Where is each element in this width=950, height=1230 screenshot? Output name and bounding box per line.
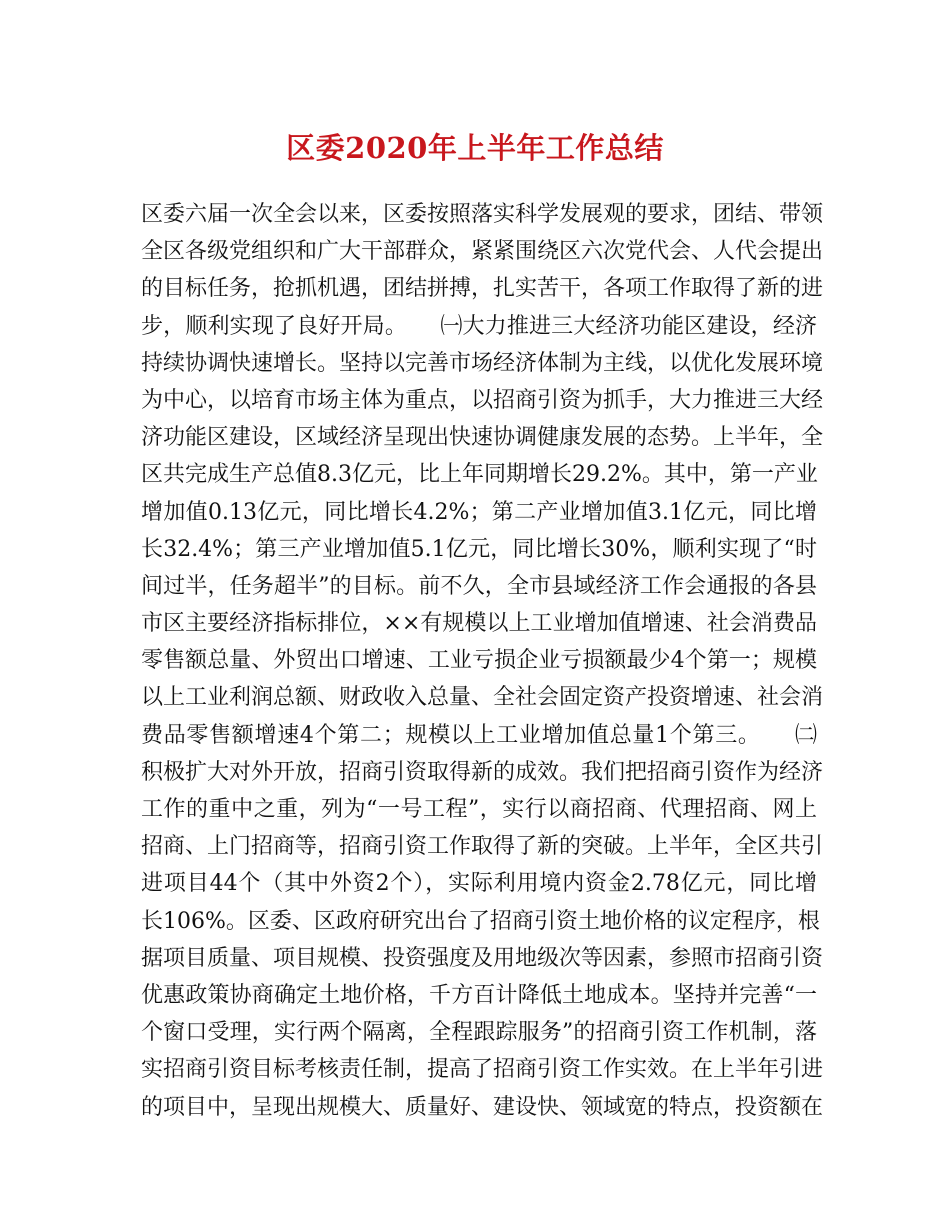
body-line: 区共完成生产总值8.3亿元，比上年同期增长29.2%。其中，第一产业 [141,462,818,488]
body-line: 以上工业利润总额、财政收入总量、全社会固定资产投资增速、社会消 [141,685,824,711]
document-title: 区委2020年上半年工作总结 [286,131,664,165]
body-line: 据项目质量、项目规模、投资强度及用地级次等因素，参照市招商引资 [141,945,824,971]
body-line: 积极扩大对外开放，招商引资取得新的成效。我们把招商引资作为经济 [141,759,824,785]
body-line: 实招商引资目标考核责任制，提高了招商引资工作实效。在上半年引进 [141,1057,824,1083]
body-line: 的目标任务，抢抓机遇，团结拼搏，扎实苦干，各项工作取得了新的进 [141,276,824,302]
body-line: 市区主要经济指标排位，××有规模以上工业增加值增速、社会消费品 [141,611,817,637]
body-line: 济功能区建设，区域经济呈现出快速协调健康发展的态势。上半年，全 [141,425,824,451]
body-line: 进项目44个（其中外资2个），实际利用境内资金2.78亿元，同比增 [141,871,817,897]
body-line: 个窗口受理，实行两个隔离，全程跟踪服务”的招商引资工作机制，落 [141,1020,817,1046]
body-line: 费品零售额增速4个第二；规模以上工业增加值总量1个第三。 ㈡ [141,722,817,748]
body-line: 工作的重中之重，列为“一号工程”，实行以商招商、代理招商、网上 [141,797,817,822]
body-line: 全区各级党组织和广大干部群众，紧紧围绕区六次党代会、人代会提出 [141,239,824,265]
body-line: 零售额总量、外贸出口增速、工业亏损企业亏损额最少4个第一；规模 [141,648,817,674]
body-line: 持续协调快速增长。坚持以完善市场经济体制为主线，以优化发展环境 [141,350,824,376]
body-line: 增加值0.13亿元，同比增长4.2%；第二产业增加值3.1亿元，同比增 [141,499,817,525]
body-line: 长106%。区委、区政府研究出台了招商引资土地价格的议定程序，根 [141,908,820,934]
body-line: 步，顺利实现了良好开局。 ㈠大力推进三大经济功能区建设，经济 [141,313,817,339]
body-line: 优惠政策协商确定土地价格，千方百计降低土地成本。坚持并完善“一 [141,982,817,1008]
body-line: 长32.4%；第三产业增加值5.1亿元，同比增长30%，顺利实现了“时 [141,536,817,562]
body-line: 间过半，任务超半”的目标。前不久，全市县域经济工作会通报的各县 [141,573,817,599]
body-line: 为中心，以培育市场主体为重点，以招商引资为抓手，大力推进三大经 [141,387,824,413]
body-line: 招商、上门招商等，招商引资工作取得了新的突破。上半年，全区共引 [141,834,824,860]
body-line: 区委六届一次全会以来，区委按照落实科学发展观的要求，团结、带领 [141,202,824,227]
body-line: 的项目中，呈现出规模大、质量好、建设快、领域宽的特点，投资额在 [141,1094,824,1120]
document-body [141,196,824,1126]
